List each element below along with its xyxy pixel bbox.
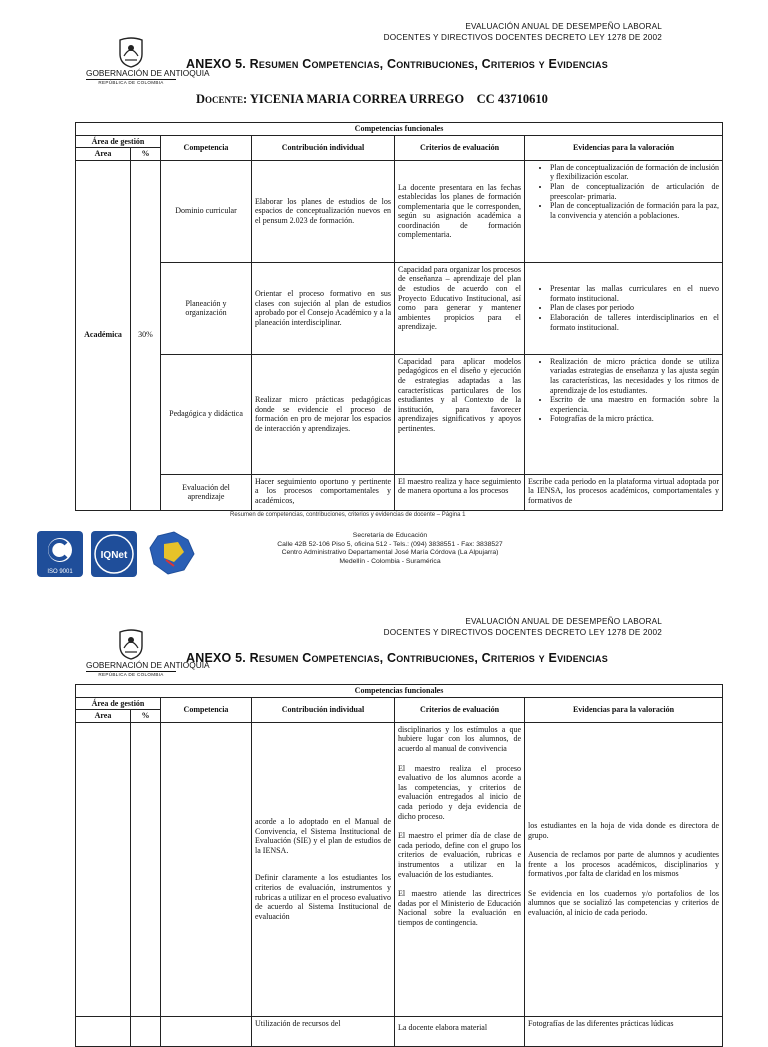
address-line: Centro Administrativo Departamental José María Córdova (La Alpujarra)	[281, 549, 499, 557]
area-cell	[76, 722, 131, 1016]
evidencias-cell: Escribe cada periodo en la plataforma virtual adoptada por la IENSA, los procesos académicos, comportamentales y formativos de	[525, 474, 723, 510]
header-area-gestion: Área de gestión	[76, 135, 161, 148]
competencia-cell: Dominio curricular	[161, 160, 252, 262]
header-line-2: DOCENTES Y DIRECTIVOS DOCENTES DECRETO LEY 1278 DE 2002	[383, 628, 662, 637]
header-contribucion: Contribución individual	[252, 697, 395, 722]
list-item: • Plan de conceptualización de formación de inclusión y flexibilización escolar.	[550, 163, 719, 182]
competencia-cell: Evaluación del aprendizaje	[161, 474, 252, 510]
coat-of-arms-icon	[116, 628, 146, 660]
table-row	[76, 474, 723, 510]
criterios-cell: La docente presentara en las fechas establecidas los planes de formación complementaria que le corresponden, según su asignación académica a coordinación de formación complementaria.	[395, 160, 525, 262]
header-evidencias: Evidencias para la valoración	[525, 697, 723, 722]
evidencias-cell	[525, 160, 723, 262]
header-area-gestion: Área de gestión	[76, 697, 161, 710]
evidencias-cell: Fotografías de las diferentes prácticas lúdicas	[525, 1016, 723, 1046]
address-line: Calle 42B 52-106 Piso 5, oficina 512 - Tels.: (094) 3838551 - Fax: 3838527	[277, 540, 503, 548]
list-item: • Plan de conceptualización de articulación de preescolar- primaria.	[550, 182, 719, 201]
contribucion-cell: Orientar el proceso formativo en sus clases con sujeción al plan de estudios aprobado por el Consejo Académico y a la planeación interdisciplinar.	[252, 262, 395, 354]
criterios-cell: Capacidad para organizar los procesos de enseñanza – aprendizaje del plan de estudios de acuerdo con el Proyecto Educativo Institucional, así como para generar y mantener ambientes propicios para el aprendizaje.	[395, 262, 525, 354]
address-line: Secretaría de Educación	[352, 532, 428, 539]
criterios-cell: Capacidad para aplicar modelos pedagógicos en el diseño y ejecución de estrategias adaptadas a las características particulares de los estudiantes y al Contexto de la institución, para favorecer aprendizajes significativos y apoyos pertinentes.	[395, 354, 525, 474]
evidencias-paragraph: los estudiantes en la hoja de vida donde es directora de grupo.	[528, 820, 720, 840]
page-header-right	[384, 616, 662, 638]
iqnet-icon	[90, 530, 138, 578]
docente-cc: CC 43710610	[476, 92, 548, 106]
evidencias-cell	[525, 722, 723, 1016]
contribucion-paragraph: Definir claramente a los estudiantes los criterios de evaluación, instrumentos y rubricas a utilizar en el proceso evaluativo de acuerdo al Sistema Institucional de evaluación	[255, 873, 391, 921]
svg-text:IQNet: IQNet	[100, 550, 128, 561]
criterios-paragraph: disciplinarios y los estímulos a que hubiere lugar con los alumnos, de acuerdo al manual de convivencia	[398, 724, 521, 753]
area-cell: Académica	[76, 160, 131, 510]
header-area: Area	[76, 148, 131, 161]
header-line-2: DOCENTES Y DIRECTIVOS DOCENTES DECRETO LEY 1278 DE 2002	[383, 33, 662, 42]
criterios-cell: El maestro realiza y hace seguimiento de manera oportuna a los procesos	[395, 474, 525, 510]
contribucion-paragraph: acorde a lo adoptado en el Manual de Convivencia, el Sistema Institucional de Evaluación (SIE) y el plan de estudios de la IENSA.	[255, 817, 391, 855]
header-criterios: Criterios de evaluación	[395, 135, 525, 160]
criterios-paragraph: El maestro atiende las directrices dadas por el Ministerio de Educación Nacional sobre la evaluación en tiempos de contingencia.	[398, 889, 521, 927]
header-area: Area	[76, 710, 131, 723]
header-pct: %	[131, 710, 161, 723]
header-line-1: EVALUACIÓN ANUAL DE DESEMPEÑO LABORAL	[465, 617, 662, 626]
gobernacion-text: GOBERNACIÓN DE ANTIOQUIA	[86, 68, 210, 78]
contribucion-cell: Utilización de recursos del	[252, 1016, 395, 1046]
list-item: • Plan de clases por periodo	[550, 303, 719, 313]
header-criterios: Criterios de evaluación	[395, 697, 525, 722]
docente-name: YICENIA MARIA CORREA URREGO	[249, 92, 465, 106]
criterios-cell	[395, 722, 525, 1016]
pct-cell	[131, 722, 161, 1016]
anexo-title: ANEXO 5. Resumen Competencias, Contribuciones, Criterios y Evidencias	[186, 651, 608, 665]
republica-text: REPÚBLICA DE COLOMBIA	[98, 672, 164, 677]
svg-text:ISO 9001: ISO 9001	[47, 569, 73, 575]
document-page-2	[0, 600, 768, 1032]
header-competencias-funcionales: Competencias funcionales	[76, 123, 723, 136]
pct-cell	[131, 1016, 161, 1046]
evidencias-cell	[525, 354, 723, 474]
area-cell	[76, 1016, 131, 1046]
list-item: • Realización de micro práctica donde se utiliza variadas estrategias de enseñanza y las ajusta según las características, las necesidades y los ritmos de aprendizaje de los estudiantes.	[550, 357, 719, 395]
competencias-table-page-2	[75, 684, 723, 1047]
table-row	[76, 1016, 723, 1046]
evidencias-paragraph: Ausencia de reclamos por parte de alumnos y acudientes frente a los procesos académicos, disciplinarios y formativos ,por falta de claridad en los mismos	[528, 850, 720, 879]
contribucion-cell: Elaborar los planes de estudios de los espacios de conceptualización nuevos en el pensum 2.023 de formación.	[252, 160, 395, 262]
docente-label: Docente:	[196, 92, 248, 106]
competencia-cell: Planeación y organización	[161, 262, 252, 354]
header-pct: %	[131, 148, 161, 161]
contribucion-cell	[252, 722, 395, 1016]
page-footer-line: Resumen de competencias, contribuciones, criterios y evidencias de docente – Página 1	[230, 512, 466, 518]
table-row	[76, 354, 723, 474]
evidencias-paragraph: Se evidencia en los cuadernos y/o portafolios de los alumnos que se socializó las competencias y criterios de evaluación, al inicio de cada periodo.	[528, 888, 720, 918]
list-item: • Presentar las mallas curriculares en el nuevo formato institucional.	[550, 284, 719, 303]
table-row	[76, 160, 723, 262]
list-item: • Fotografías de la micro práctica.	[550, 414, 719, 424]
competencia-cell	[161, 1016, 252, 1046]
header-line-1: EVALUACIÓN ANUAL DE DESEMPEÑO LABORAL	[465, 22, 662, 31]
page-header-right	[384, 21, 662, 43]
table-row	[76, 722, 723, 1016]
header-contribucion: Contribución individual	[252, 135, 395, 160]
criterios-paragraph: El maestro realiza el proceso evaluativo de los alumnos acorde a las competencias, y criterios de evaluación entregados al inicio de cada periodo y deja evidencia de dicho proceso.	[398, 763, 521, 821]
list-item: • Elaboración de talleres interdisciplinarios en el formato institucional.	[550, 313, 719, 332]
docente-line	[196, 92, 548, 107]
list-item: • Plan de conceptualización de formación para la paz, la convivencia y atención a poblaciones.	[550, 201, 719, 220]
address-block	[240, 532, 540, 566]
header-competencias-funcionales: Competencias funcionales	[76, 685, 723, 698]
gobernacion-text: GOBERNACIÓN DE ANTIOQUIA	[86, 660, 210, 670]
table-row	[76, 262, 723, 354]
contribucion-cell: Hacer seguimiento oportuno y pertinente a los procesos comportamentales y académicos,	[252, 474, 395, 510]
certification-logos	[36, 530, 200, 578]
pct-cell: 30%	[131, 160, 161, 510]
header-competencia: Competencia	[161, 697, 252, 722]
gobernacion-logo	[86, 628, 210, 677]
republica-text: REPÚBLICA DE COLOMBIA	[98, 80, 164, 85]
gobernacion-logo	[86, 36, 210, 85]
anexo-title: ANEXO 5. Resumen Competencias, Contribuciones, Criterios y Evidencias	[186, 57, 608, 71]
header-evidencias: Evidencias para la valoración	[525, 135, 723, 160]
competencias-table-page-1	[75, 122, 723, 511]
evidencias-cell	[525, 262, 723, 354]
list-item: • Escrito de una maestro en formación sobre la experiencia.	[550, 395, 719, 414]
competencia-cell	[161, 722, 252, 1016]
iso-9001-icon	[36, 530, 84, 578]
criterios-paragraph: El maestro el primer día de clase de cada periodo, define con el grupo los criterios de evaluación, rubricas e instrumentos a utilizar en la evaluación de los estudiantes.	[398, 831, 521, 879]
header-competencia: Competencia	[161, 135, 252, 160]
antioquia-map-icon	[144, 530, 200, 578]
competencia-cell: Pedagógica y didáctica	[161, 354, 252, 474]
address-line: Medellín - Colombia - Suramérica	[339, 557, 441, 565]
criterios-cell: La docente elabora material	[395, 1016, 525, 1046]
contribucion-cell: Realizar micro prácticas pedagógicas donde se evidencie el proceso de formación en pro de mejorar los espacios de interacción y aprendizajes.	[252, 354, 395, 474]
coat-of-arms-icon	[116, 36, 146, 68]
